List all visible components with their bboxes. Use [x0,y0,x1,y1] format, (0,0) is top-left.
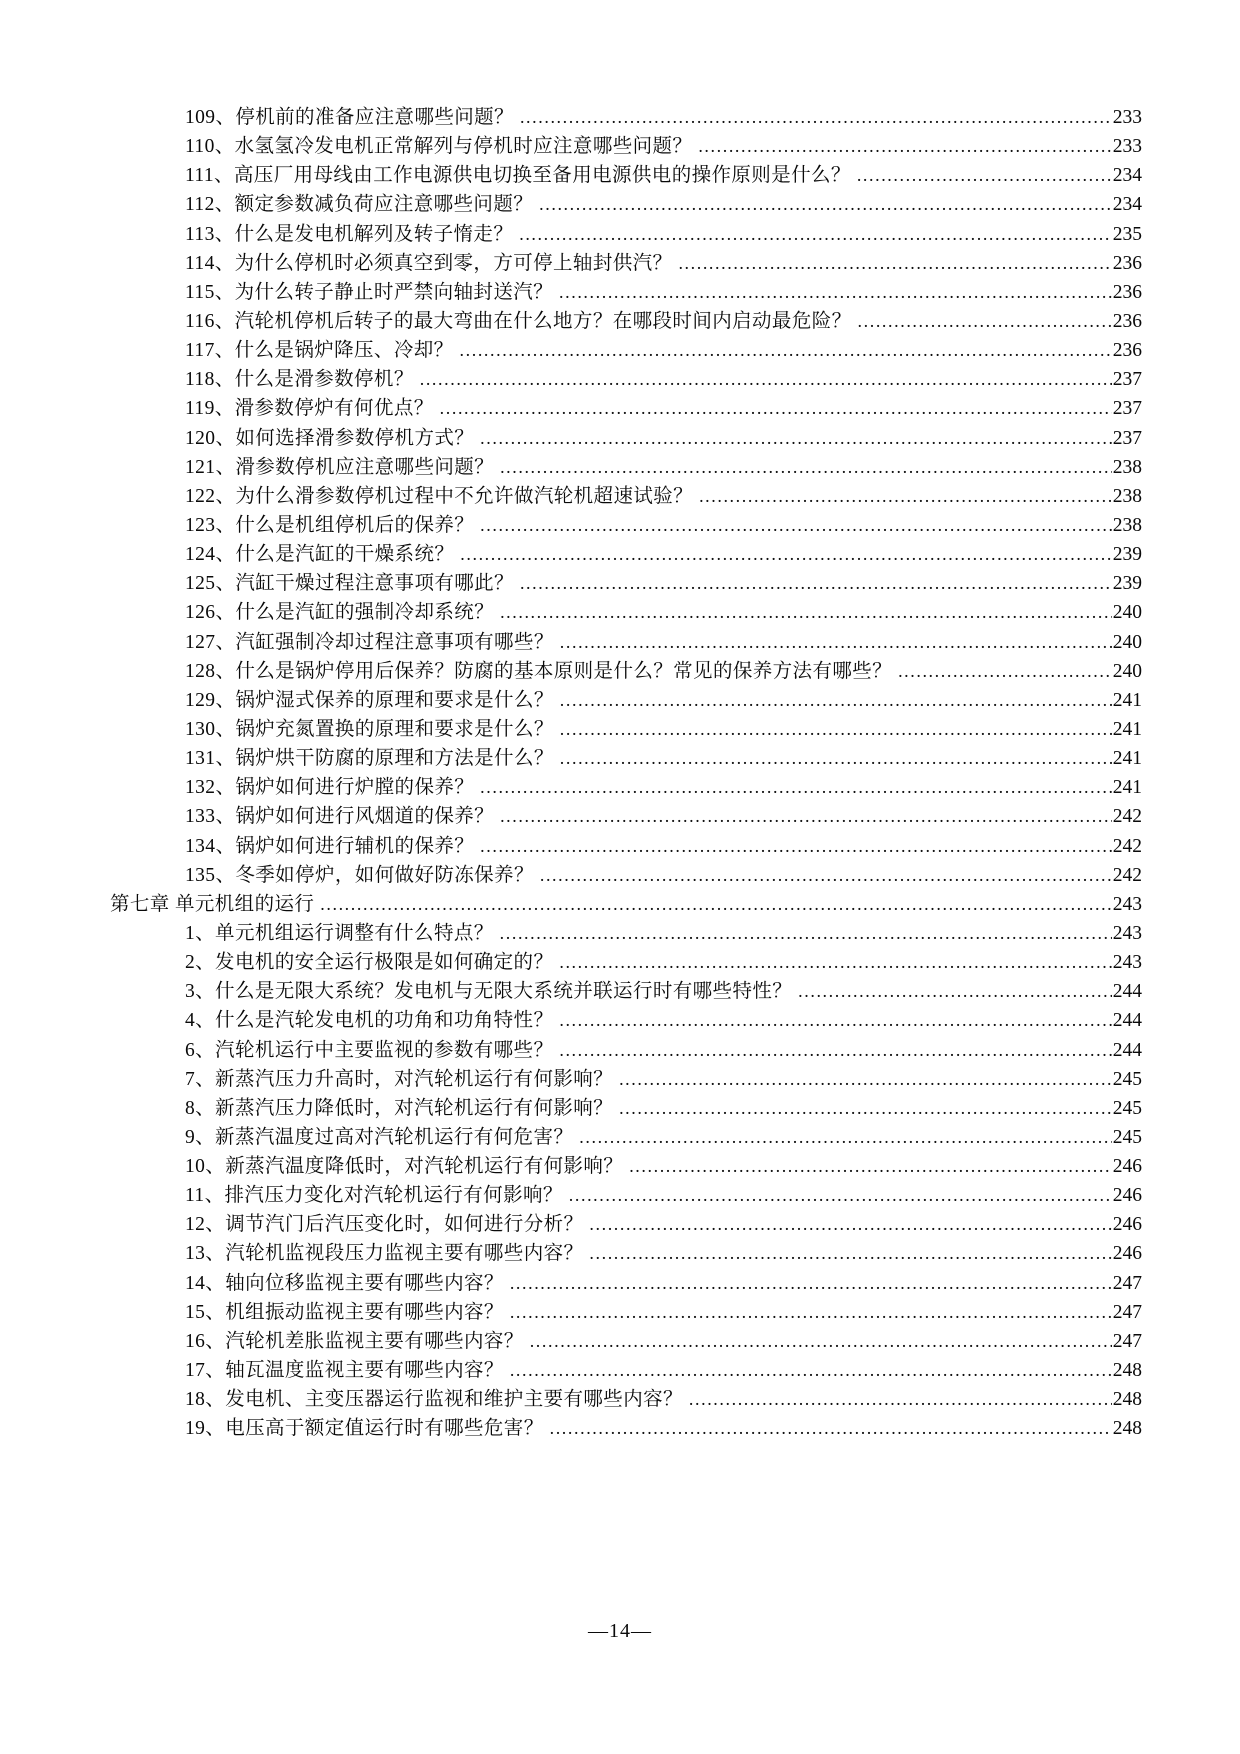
page-number: 245 [1112,1097,1142,1119]
toc-entry-label: 1、单元机组运行调整有什么特点？ [185,922,494,944]
toc-row [110,1298,1142,1327]
toc-entry-label: 10、新蒸汽温度降低时，对汽轮机运行有何影响？ [185,1156,624,1178]
toc-entry-label: 109、停机前的准备应注意哪些问题？ [185,107,514,128]
toc-entry-label: 12、调节汽门后汽压变化时，如何进行分析？ [185,1214,584,1236]
toc-entry-label: 126、什么是汽缸的强制冷却系统？ [185,602,495,624]
page-number: 240 [1112,660,1142,682]
toc-entry-label: 13、汽轮机监视段压力监视主要有哪些内容？ [185,1243,584,1265]
toc-row [110,861,1142,890]
dot-leader [629,1152,1112,1181]
toc-entry-label: 133、锅炉如何进行风烟道的保养？ [185,806,495,828]
toc-row [110,744,1142,773]
page-number: 246 [1112,1243,1142,1265]
page-number: 242 [1112,806,1142,828]
dot-leader [500,802,1112,831]
toc-entry-label: 130、锅炉充氮置换的原理和要求是什么？ [185,718,554,740]
dot-leader [798,977,1112,1006]
page-number: 234 [1112,194,1142,216]
page-number: 248 [1112,1389,1142,1411]
dot-leader [559,948,1111,977]
dot-leader [460,336,1112,365]
page-number: 244 [1112,1010,1142,1032]
page-number: 237 [1112,398,1142,420]
toc-row [110,190,1142,219]
page-number: 244 [1112,981,1142,1003]
dot-leader [440,394,1112,423]
toc-row [110,161,1142,190]
toc-entry-label: 17、轴瓦温度监视主要有哪些内容？ [185,1360,504,1382]
dot-leader [569,1181,1112,1210]
page-number: 241 [1112,748,1142,770]
dot-leader [540,861,1112,890]
page-number: 246 [1112,1156,1142,1178]
page-number: 235 [1112,223,1142,245]
page-number: 247 [1112,1301,1142,1323]
toc-row [110,365,1142,394]
toc-entry-label: 129、锅炉湿式保养的原理和要求是什么？ [185,689,554,711]
toc-row [110,394,1142,423]
toc-row [110,1094,1142,1123]
page-number: 243 [1112,893,1142,915]
toc-entry-label: 113、什么是发电机解列及转子惰走？ [185,223,514,245]
toc-entry-label: 15、机组振动监视主要有哪些内容？ [185,1301,504,1323]
toc-entry-label: 122、为什么滑参数停机过程中不允许做汽轮机超速试验？ [185,485,694,507]
page-number: 238 [1112,514,1142,536]
toc-entry-label: 134、锅炉如何进行辅机的保养？ [185,835,475,857]
page-number: 233 [1112,136,1142,158]
toc-row [110,773,1142,802]
dot-leader [550,1414,1112,1443]
page-number: 239 [1112,544,1142,566]
dot-leader [589,1239,1111,1268]
toc-entry-label: 8、新蒸汽压力降低时，对汽轮机运行有何影响？ [185,1097,614,1119]
dot-leader [500,453,1112,482]
toc-row [110,657,1142,686]
toc-row [110,919,1142,948]
toc-entry-label: 131、锅炉烘干防腐的原理和方法是什么？ [185,748,554,770]
page-number: 239 [1112,573,1142,595]
dot-leader [480,832,1112,861]
dot-leader [320,890,1111,919]
toc-row [110,278,1142,307]
toc-entry-label: 116、汽轮机停机后转子的最大弯曲在什么地方？在哪段时间内启动最危险？ [185,310,852,332]
page-number: 248 [1112,1360,1142,1382]
dot-leader [699,482,1112,511]
toc-row [110,628,1142,657]
dot-leader [500,598,1112,627]
dot-leader [589,1210,1111,1239]
toc-entry-label: 7、新蒸汽压力升高时，对汽轮机运行有何影响？ [185,1068,614,1090]
page-number: 240 [1112,631,1142,653]
toc-row [110,948,1142,977]
page-number: 248 [1112,1418,1142,1440]
page-number: 245 [1112,1068,1142,1090]
toc-row [110,1385,1142,1414]
toc-row [110,686,1142,715]
page-number: 242 [1112,835,1142,857]
toc-row [110,802,1142,831]
toc-entry-label: 132、锅炉如何进行炉膛的保养？ [185,777,475,799]
toc-row [110,1239,1142,1268]
toc-entry-label: 112、额定参数减负荷应注意哪些问题？ [185,194,534,216]
toc-row [110,540,1142,569]
page-number: 236 [1112,252,1142,274]
page-number: 236 [1112,310,1142,332]
toc-entry-label: 18、发电机、主变压器运行监视和维护主要有哪些内容？ [185,1389,683,1411]
toc-entry-label: 119、滑参数停炉有何优点？ [185,398,434,420]
toc-entry-label: 117、什么是锅炉降压、冷却？ [185,340,454,362]
page-number: 242 [1112,864,1142,886]
toc-row [110,1269,1142,1298]
toc-entry-label: 127、汽缸强制冷却过程注意事项有哪些？ [185,631,554,653]
toc-row [110,1065,1142,1094]
dot-leader [420,365,1112,394]
toc-entry-label: 6、汽轮机运行中主要监视的参数有哪些？ [185,1039,554,1061]
page-number: 247 [1112,1272,1142,1294]
page-number: 234 [1112,165,1142,187]
page-number: 241 [1112,689,1142,711]
toc-entry-label: 114、为什么停机时必须真空到零，方可停上轴封供汽？ [185,252,673,274]
page-number: 246 [1112,1185,1142,1207]
dot-leader [619,1094,1112,1123]
dot-leader [510,1298,1112,1327]
dot-leader [857,161,1112,190]
dot-leader [858,307,1112,336]
toc-entry-label: 14、轴向位移监视主要有哪些内容？ [185,1272,504,1294]
toc-row [110,1327,1142,1356]
toc-entry-label: 121、滑参数停机应注意哪些问题？ [185,456,495,478]
toc-entry-label: 2、发电机的安全运行极限是如何确定的？ [185,952,554,974]
page-number: 243 [1112,922,1142,944]
toc-row [110,598,1142,627]
dot-leader [689,1385,1112,1414]
dot-leader [519,220,1112,249]
dot-leader [460,540,1111,569]
toc [110,103,1142,1443]
dot-leader [510,1269,1112,1298]
toc-row [110,1036,1142,1065]
toc-entry-label: 118、什么是滑参数停机？ [185,369,414,391]
toc-row [110,220,1142,249]
dot-leader [520,103,1112,132]
dot-leader [520,569,1112,598]
toc-row [110,569,1142,598]
page-number: 241 [1112,718,1142,740]
toc-entry-label: 128、什么是锅炉停用后保养？防腐的基本原则是什么？常见的保养方法有哪些？ [185,660,893,682]
toc-row [110,1210,1142,1239]
page-number: 240 [1112,602,1142,624]
dot-leader [898,657,1112,686]
toc-row [110,482,1142,511]
dot-leader [480,773,1112,802]
dot-leader [559,278,1112,307]
page-number: 243 [1112,952,1142,974]
toc-row [110,977,1142,1006]
toc-row [110,103,1142,132]
page-number: 244 [1112,1039,1142,1061]
page-number: 245 [1112,1126,1142,1148]
page-number: 236 [1112,340,1142,362]
toc-row [110,1181,1142,1210]
dot-leader [539,190,1112,219]
page-number: 238 [1112,456,1142,478]
dot-leader [559,1036,1111,1065]
dot-leader [510,1356,1112,1385]
dot-leader [480,511,1112,540]
toc-row [110,715,1142,744]
dot-leader [560,628,1112,657]
dot-leader [530,1327,1112,1356]
toc-entry-label: 3、什么是无限大系统？发电机与无限大系统并联运行时有哪些特性？ [185,981,793,1003]
toc-entry-label: 第七章 单元机组的运行 [110,893,315,915]
toc-entry-label: 115、为什么转子静止时严禁向轴封送汽？ [185,281,554,303]
page-number: 241 [1112,777,1142,799]
dot-leader [560,715,1112,744]
dot-leader [678,249,1111,278]
toc-row [110,249,1142,278]
toc-row [110,511,1142,540]
dot-leader [560,744,1112,773]
toc-entry-label: 125、汽缸干燥过程注意事项有哪此？ [185,573,514,595]
dot-leader [500,919,1112,948]
page-number: 238 [1112,485,1142,507]
page-number: 237 [1112,369,1142,391]
page-number: 247 [1112,1330,1142,1352]
toc-entry-label: 11、排汽压力变化对汽轮机运行有何影响？ [185,1185,563,1207]
page-number: 237 [1112,427,1142,449]
toc-row [110,1414,1142,1443]
toc-entry-label: 120、如何选择滑参数停机方式？ [185,427,475,449]
page-number: 246 [1112,1214,1142,1236]
toc-entry-label: 110、水氢氢冷发电机正常解列与停机时应注意哪些问题？ [185,136,693,158]
toc-entry-label: 9、新蒸汽温度过高对汽轮机运行有何危害？ [185,1126,574,1148]
toc-entry-label: 111、高压厂用母线由工作电源供电切换至备用电源供电的操作原则是什么？ [185,165,851,187]
toc-row [110,336,1142,365]
toc-entry-label: 124、什么是汽缸的干燥系统？ [185,544,455,566]
dot-leader [560,686,1112,715]
dot-leader [698,132,1111,161]
toc-row [110,132,1142,161]
toc-entry-label: 135、冬季如停炉，如何做好防冻保养？ [185,864,534,886]
dot-leader [559,1006,1111,1035]
page-number: 236 [1112,281,1142,303]
toc-row [110,1006,1142,1035]
toc-entry-label: 16、汽轮机差胀监视主要有哪些内容？ [185,1330,524,1352]
page-number: 233 [1112,107,1142,128]
toc-row [110,453,1142,482]
toc-entry-label: 19、电压高于额定值运行时有哪些危害？ [185,1418,544,1440]
toc-row [110,1356,1142,1385]
toc-row [110,832,1142,861]
toc-entry-label: 123、什么是机组停机后的保养？ [185,514,475,536]
toc-row [110,1123,1142,1152]
toc-row [110,890,1142,919]
dot-leader [579,1123,1111,1152]
dot-leader [480,424,1112,453]
toc-row [110,424,1142,453]
toc-row [110,1152,1142,1181]
page-footer-number: —14— [588,1620,652,1642]
toc-row [110,307,1142,336]
dot-leader [619,1065,1112,1094]
toc-entry-label: 4、什么是汽轮发电机的功角和功角特性？ [185,1010,554,1032]
